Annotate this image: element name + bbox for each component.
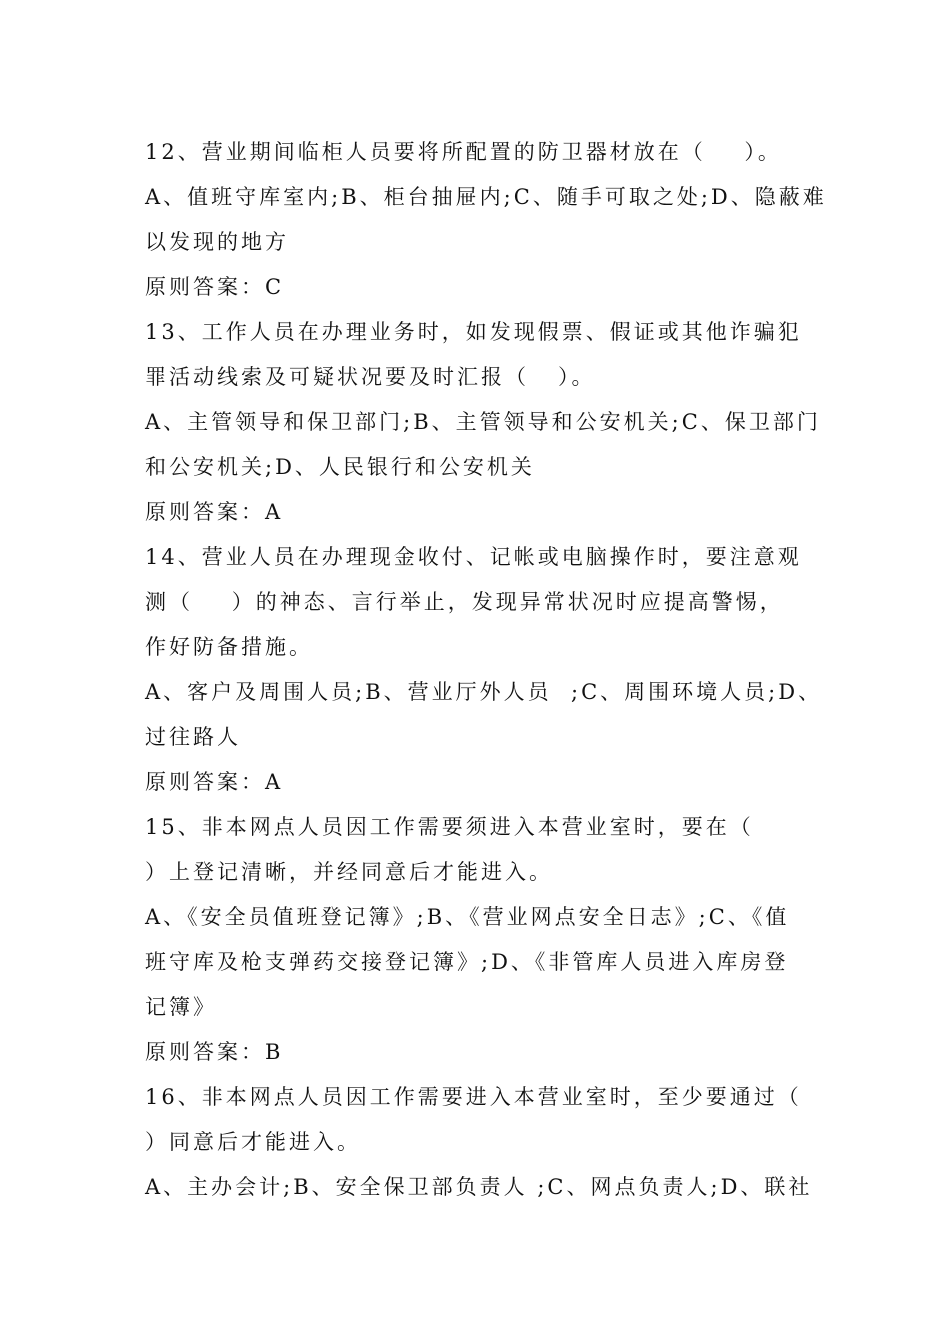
question-14-options: A、客户及周围人员;B、营业厅外人员 ;C、周围环境人员;D、 bbox=[145, 680, 823, 704]
question-15-options-cont: 班守库及枪支弹药交接登记簿》;D、《非管库人员进入库房登 bbox=[145, 950, 789, 974]
question-15-text-cont: ）上登记清晰，并经同意后才能进入。 bbox=[145, 860, 553, 884]
question-14-text: 14、营业人员在办理现金收付、记帐或电脑操作时，要注意观 bbox=[145, 545, 802, 569]
document-body bbox=[145, 130, 827, 1210]
question-14-options-cont: 过往路人 bbox=[145, 725, 241, 749]
question-14-text-cont-2: 作好防备措施。 bbox=[145, 635, 313, 659]
question-12-options: A、值班守库室内;B、柜台抽屉内;C、随手可取之处;D、隐蔽难 bbox=[145, 185, 827, 209]
question-15-text: 15、非本网点人员因工作需要须进入本营业室时，要在（ bbox=[145, 815, 754, 839]
question-12-answer: 原则答案：C bbox=[145, 275, 285, 299]
question-16-text: 16、非本网点人员因工作需要进入本营业室时，至少要通过（ bbox=[145, 1085, 802, 1109]
question-12-text: 12、营业期间临柜人员要将所配置的防卫器材放在（ ）。 bbox=[145, 140, 782, 164]
question-15-answer: 原则答案：B bbox=[145, 1040, 284, 1064]
question-15-options-cont-2: 记簿》 bbox=[145, 995, 217, 1019]
question-13-answer: 原则答案：A bbox=[145, 500, 284, 524]
question-12-options-cont: 以发现的地方 bbox=[145, 230, 289, 254]
question-13-text: 13、工作人员在办理业务时，如发现假票、假证或其他诈骗犯 bbox=[145, 320, 802, 344]
question-16-options: A、主办会计;B、安全保卫部负责人 ;C、网点负责人;D、联社 bbox=[145, 1175, 813, 1199]
question-13-options: A、主管领导和保卫部门;B、主管领导和公安机关;C、保卫部门 bbox=[145, 410, 821, 434]
question-14-answer: 原则答案：A bbox=[145, 770, 284, 794]
question-13-options-cont: 和公安机关;D、人民银行和公安机关 bbox=[145, 455, 535, 479]
question-13-text-cont: 罪活动线索及可疑状况要及时汇报（ ）。 bbox=[145, 365, 596, 389]
question-16-text-cont: ）同意后才能进入。 bbox=[145, 1130, 361, 1154]
question-14-text-cont: 测（ ）的神态、言行举止，发现异常状况时应提高警惕， bbox=[145, 590, 784, 614]
question-15-options: A、《安全员值班登记簿》;B、《营业网点安全日志》;C、《值 bbox=[145, 905, 790, 929]
